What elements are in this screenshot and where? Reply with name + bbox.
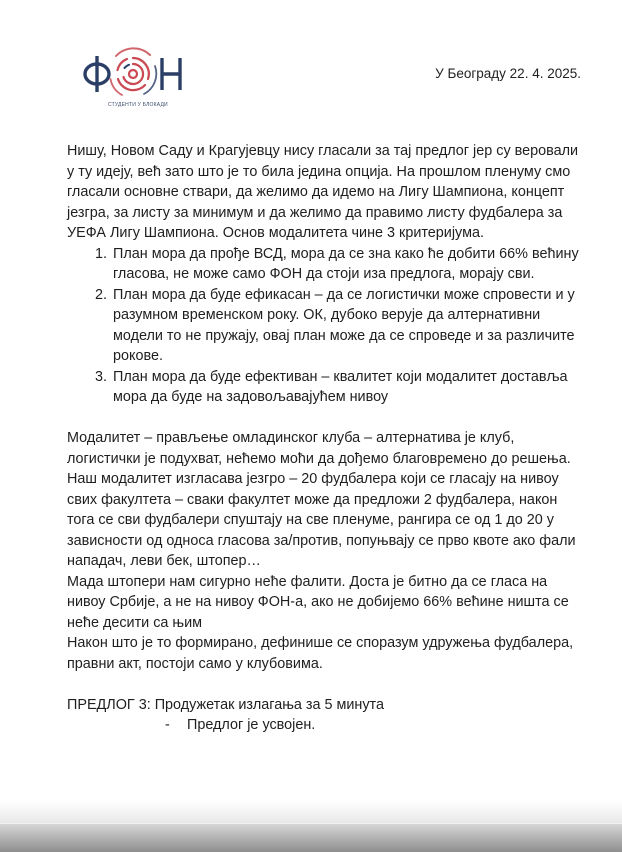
- letter-ef-icon: [85, 56, 109, 92]
- dash-bullet-icon: -: [165, 717, 170, 733]
- criteria-item: 2. План мора да буде ефикасан – да се логистички може спровести и у разумном временском року. ОК, дубоко верује да алтернативни модели то не пружају, овај план може да се спроведе и за различите рокове.: [111, 285, 587, 367]
- criteria-item: 3. План мора да буде ефективан – квалитет који модалитет доставља мора да буде на задовољавајућем нивоу: [111, 367, 587, 408]
- fon-logo-mark: [78, 46, 188, 102]
- modalitet-paragraph: Модалитет – прављење омладинског клуба – алтернатива је клуб, логистички је подухват, нећемо моћи да дођемо благовремено до решења.: [67, 430, 571, 467]
- document-body: [67, 141, 587, 736]
- criteria-list: [67, 244, 587, 408]
- intro-paragraph: Нишу, Новом Саду и Крагујевцу нису гласали за тај предлог јер су веровали у ту идеју, већ зато што је то била једина опција. На прошлом пленуму смо гласали основне ствари, да желимо да идемо на Лигу Шампиона, концепт језгра, за листу за минимум и да желимо да правимо листу фудбалера за УЕФА Лигу Шампиона. Основ модалитета чине 3 критеријума.: [67, 143, 579, 241]
- our-modalitet-paragraph: Наш модалитет изгласава језгро – 20 фудбалера који се гласају на нивоу свих факултета – сваки факултет може да предложи 2 фудбалера, након тога се сви фудбалери спуштају на све пленуме, рангира се од 1 до 20 у зависности од односа гласова за/против, попуњвају се прво квоте ако фали нападач, леви бек, штопер…: [67, 471, 576, 569]
- viewer-bottom-bar: [0, 823, 622, 852]
- logo-caption: СТУДЕНТИ У БЛОКАДИ: [108, 102, 168, 108]
- proposal-title: ПРЕДЛОГ 3: Продужетак излагања за 5 минута: [67, 696, 384, 713]
- agreement-paragraph: Након што је то формирано, дефинише се споразум удружења фудбалера, правни акт, постоји само у клубовима.: [67, 635, 574, 672]
- stoperi-paragraph: Мада штопери нам сигурно неће фалити. Доста је битно да се гласа на нивоу Србије, а не на нивоу ФОН-а, ако не добијемо 66% већине ништа се неће десити са њим: [67, 573, 569, 631]
- letter-en-icon: [162, 58, 180, 90]
- fon-logo: [78, 46, 188, 116]
- criteria-item: 1. План мора да прође ВСД, мора да се зна како ће добити 66% већину гласова, не може само ФОН да стоји иза предлога, морају сви.: [111, 244, 587, 285]
- proposal-result: [67, 715, 587, 736]
- document-date: У Београду 22. 4. 2025.: [435, 66, 581, 81]
- concentric-arcs-icon: [111, 48, 157, 95]
- proposal-result-text: Предлог је усвојен.: [187, 717, 316, 733]
